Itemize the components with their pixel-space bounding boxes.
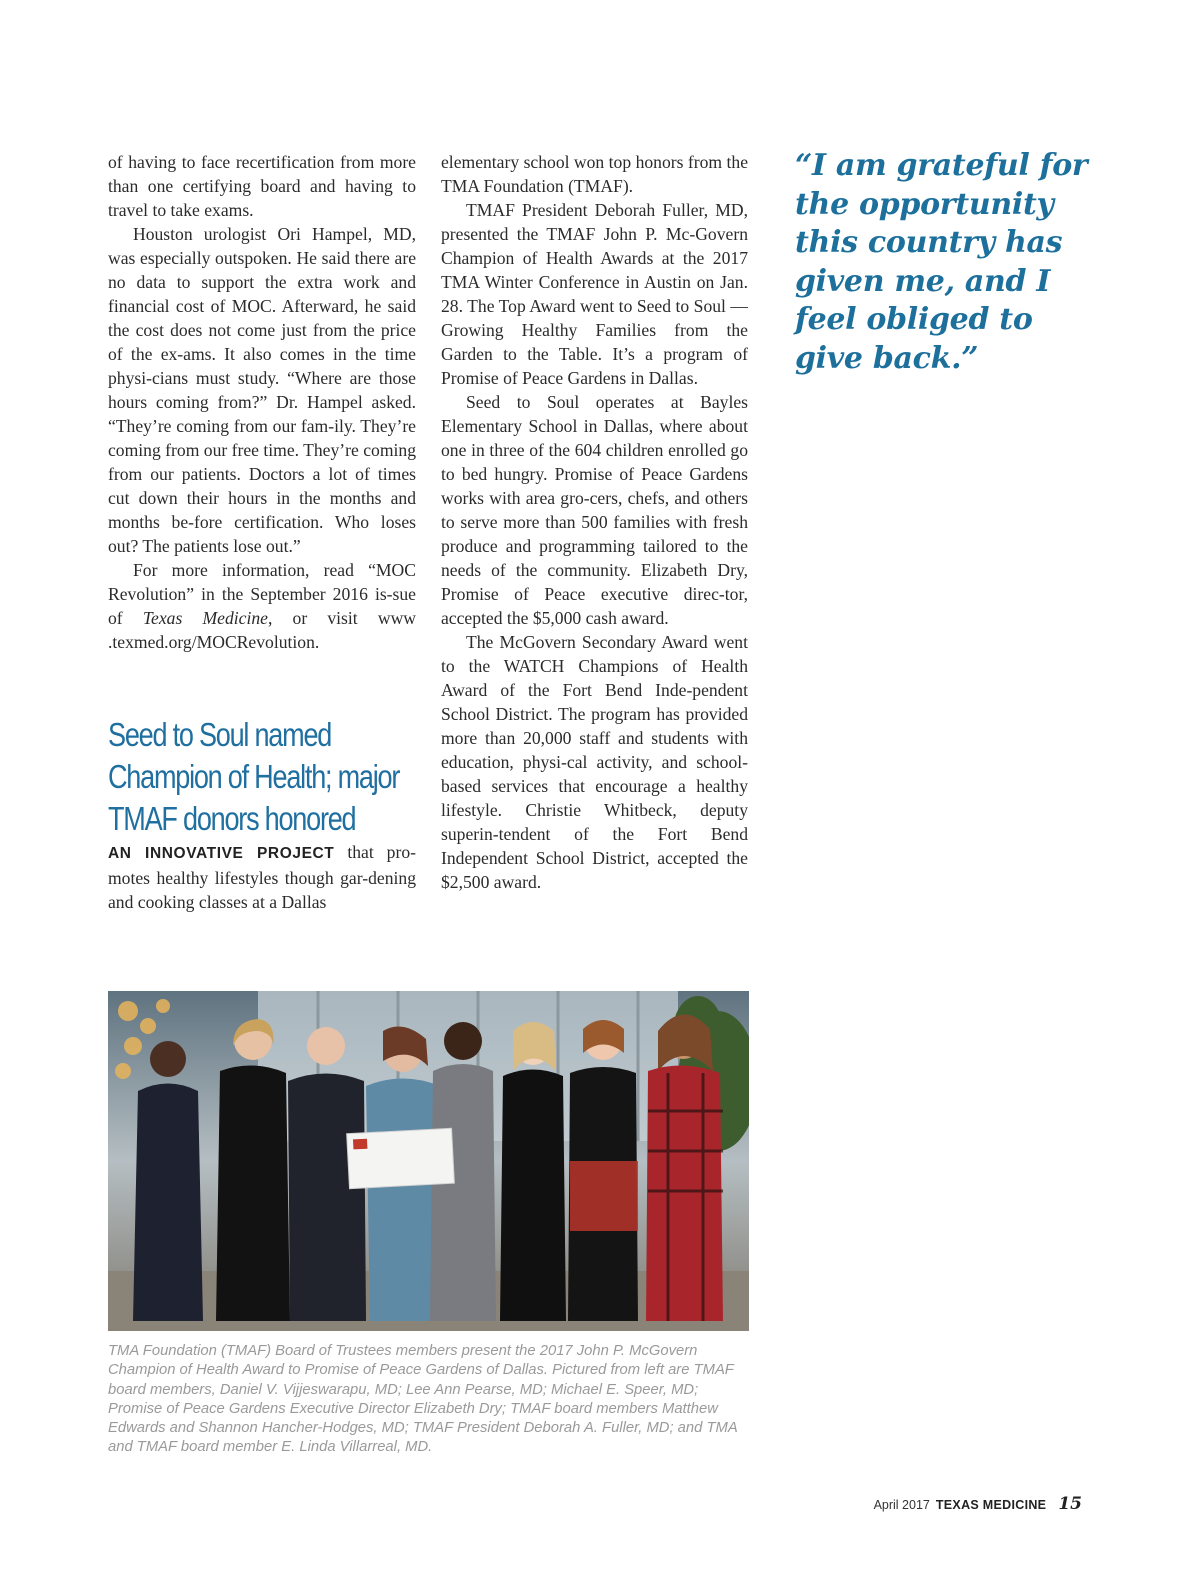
more-info-text: For more information, read “MOC Revolution” in the September 2016 is-sue of (108, 560, 416, 628)
award-group-photo (108, 991, 749, 1331)
group-photo-illustration (108, 991, 749, 1331)
pull-quote: “I am grateful for the opportunity this country has given me, and I feel obliged to give back.” (795, 148, 1088, 376)
page-number: 15 (1058, 1494, 1082, 1514)
body-paragraph-more-info (108, 558, 416, 654)
lead-paragraph (108, 840, 416, 914)
article-column-1 (108, 150, 416, 914)
article-column-2 (441, 150, 748, 894)
page-footer (874, 1494, 1082, 1514)
lead-in-caps: AN INNOVATIVE PROJECT (108, 845, 335, 862)
body-paragraph: Houston urologist Ori Hampel, MD, was especially outspoken. He said there are no data to support the extra work and financial cost of MOC. Afterward, he said the cost does not come just from the price of the ex-ams. It also comes in the time physi-cians must study. “Where are those hours coming from?” Dr. Hampel asked. “They’re coming from our fam-ily. They’re coming from our free time. They’re coming from our patients. Doctors a lot of times cut down their hours in the months and months be-fore certification. Who loses out? The patients lose out.” (108, 224, 416, 556)
publication-name: TEXAS MEDICINE (935, 1498, 1047, 1512)
body-paragraph: Seed to Soul operates at Bayles Elementary School in Dallas, where about one in three of the 604 children enrolled go to bed hungry. Promise of Peace Gardens works with area gro-cers, chefs, and others to serve more than 500 families with fresh produce and programming tailored to the needs of the community. Elizabeth Dry, Promise of Peace executive direc-tor, accepted the $5,000 cash award. (441, 392, 748, 628)
more-info-url-text: , or visit www .texmed.org/MOCRevolution. (108, 608, 416, 652)
body-paragraph: of having to face recertification from more than one certifying board and having to travel to take exams. (108, 152, 416, 220)
magazine-title: Texas Medicine (142, 608, 268, 628)
photo-caption: TMA Foundation (TMAF) Board of Trustees members present the 2017 John P. McGovern Champion of Health Award to Promise of Peace Gardens of Dallas. Pictured from left are TMAF board members, Daniel V. Vijjeswarapu, MD; Lee Ann Pearse, MD; Michael E. Speer, MD; Promise of Peace Gardens Executive Director Elizabeth Dry; TMAF board members Matthew Edwards and Shannon Hancher-Hodges, MD; TMAF President Deborah A. Fuller, MD; and TMA and TMAF board member E. Linda Villarreal, MD. (108, 1343, 738, 1456)
body-paragraph: The McGovern Secondary Award went to the WATCH Champions of Health Award of the Fort Bend Inde-pendent School District. The program has provided more than 20,000 staff and students with education, physi-cal activity, and school-based services that encourage a healthy lifestyle. Christie Whitbeck, deputy superin-tendent of the Fort Bend Independent School District, accepted the $2,500 award. (441, 632, 748, 892)
article-headline: Seed to Soul named Champion of Health; major TMAF donors honored (108, 716, 400, 837)
body-paragraph: TMAF President Deborah Fuller, MD, presented the TMAF John P. Mc-Govern Champion of Health Awards at the 2017 TMA Winter Conference in Austin on Jan. 28. The Top Award went to Seed to Soul — Growing Healthy Families from the Garden to the Table. It’s a program of Promise of Peace Gardens in Dallas. (441, 200, 748, 388)
issue-date: April 2017 (873, 1498, 930, 1512)
body-paragraph: elementary school won top honors from the TMA Foundation (TMAF). (441, 152, 748, 196)
lead-text: that pro-motes healthy lifestyles though gar-dening and cooking classes at a Dallas (108, 842, 416, 912)
